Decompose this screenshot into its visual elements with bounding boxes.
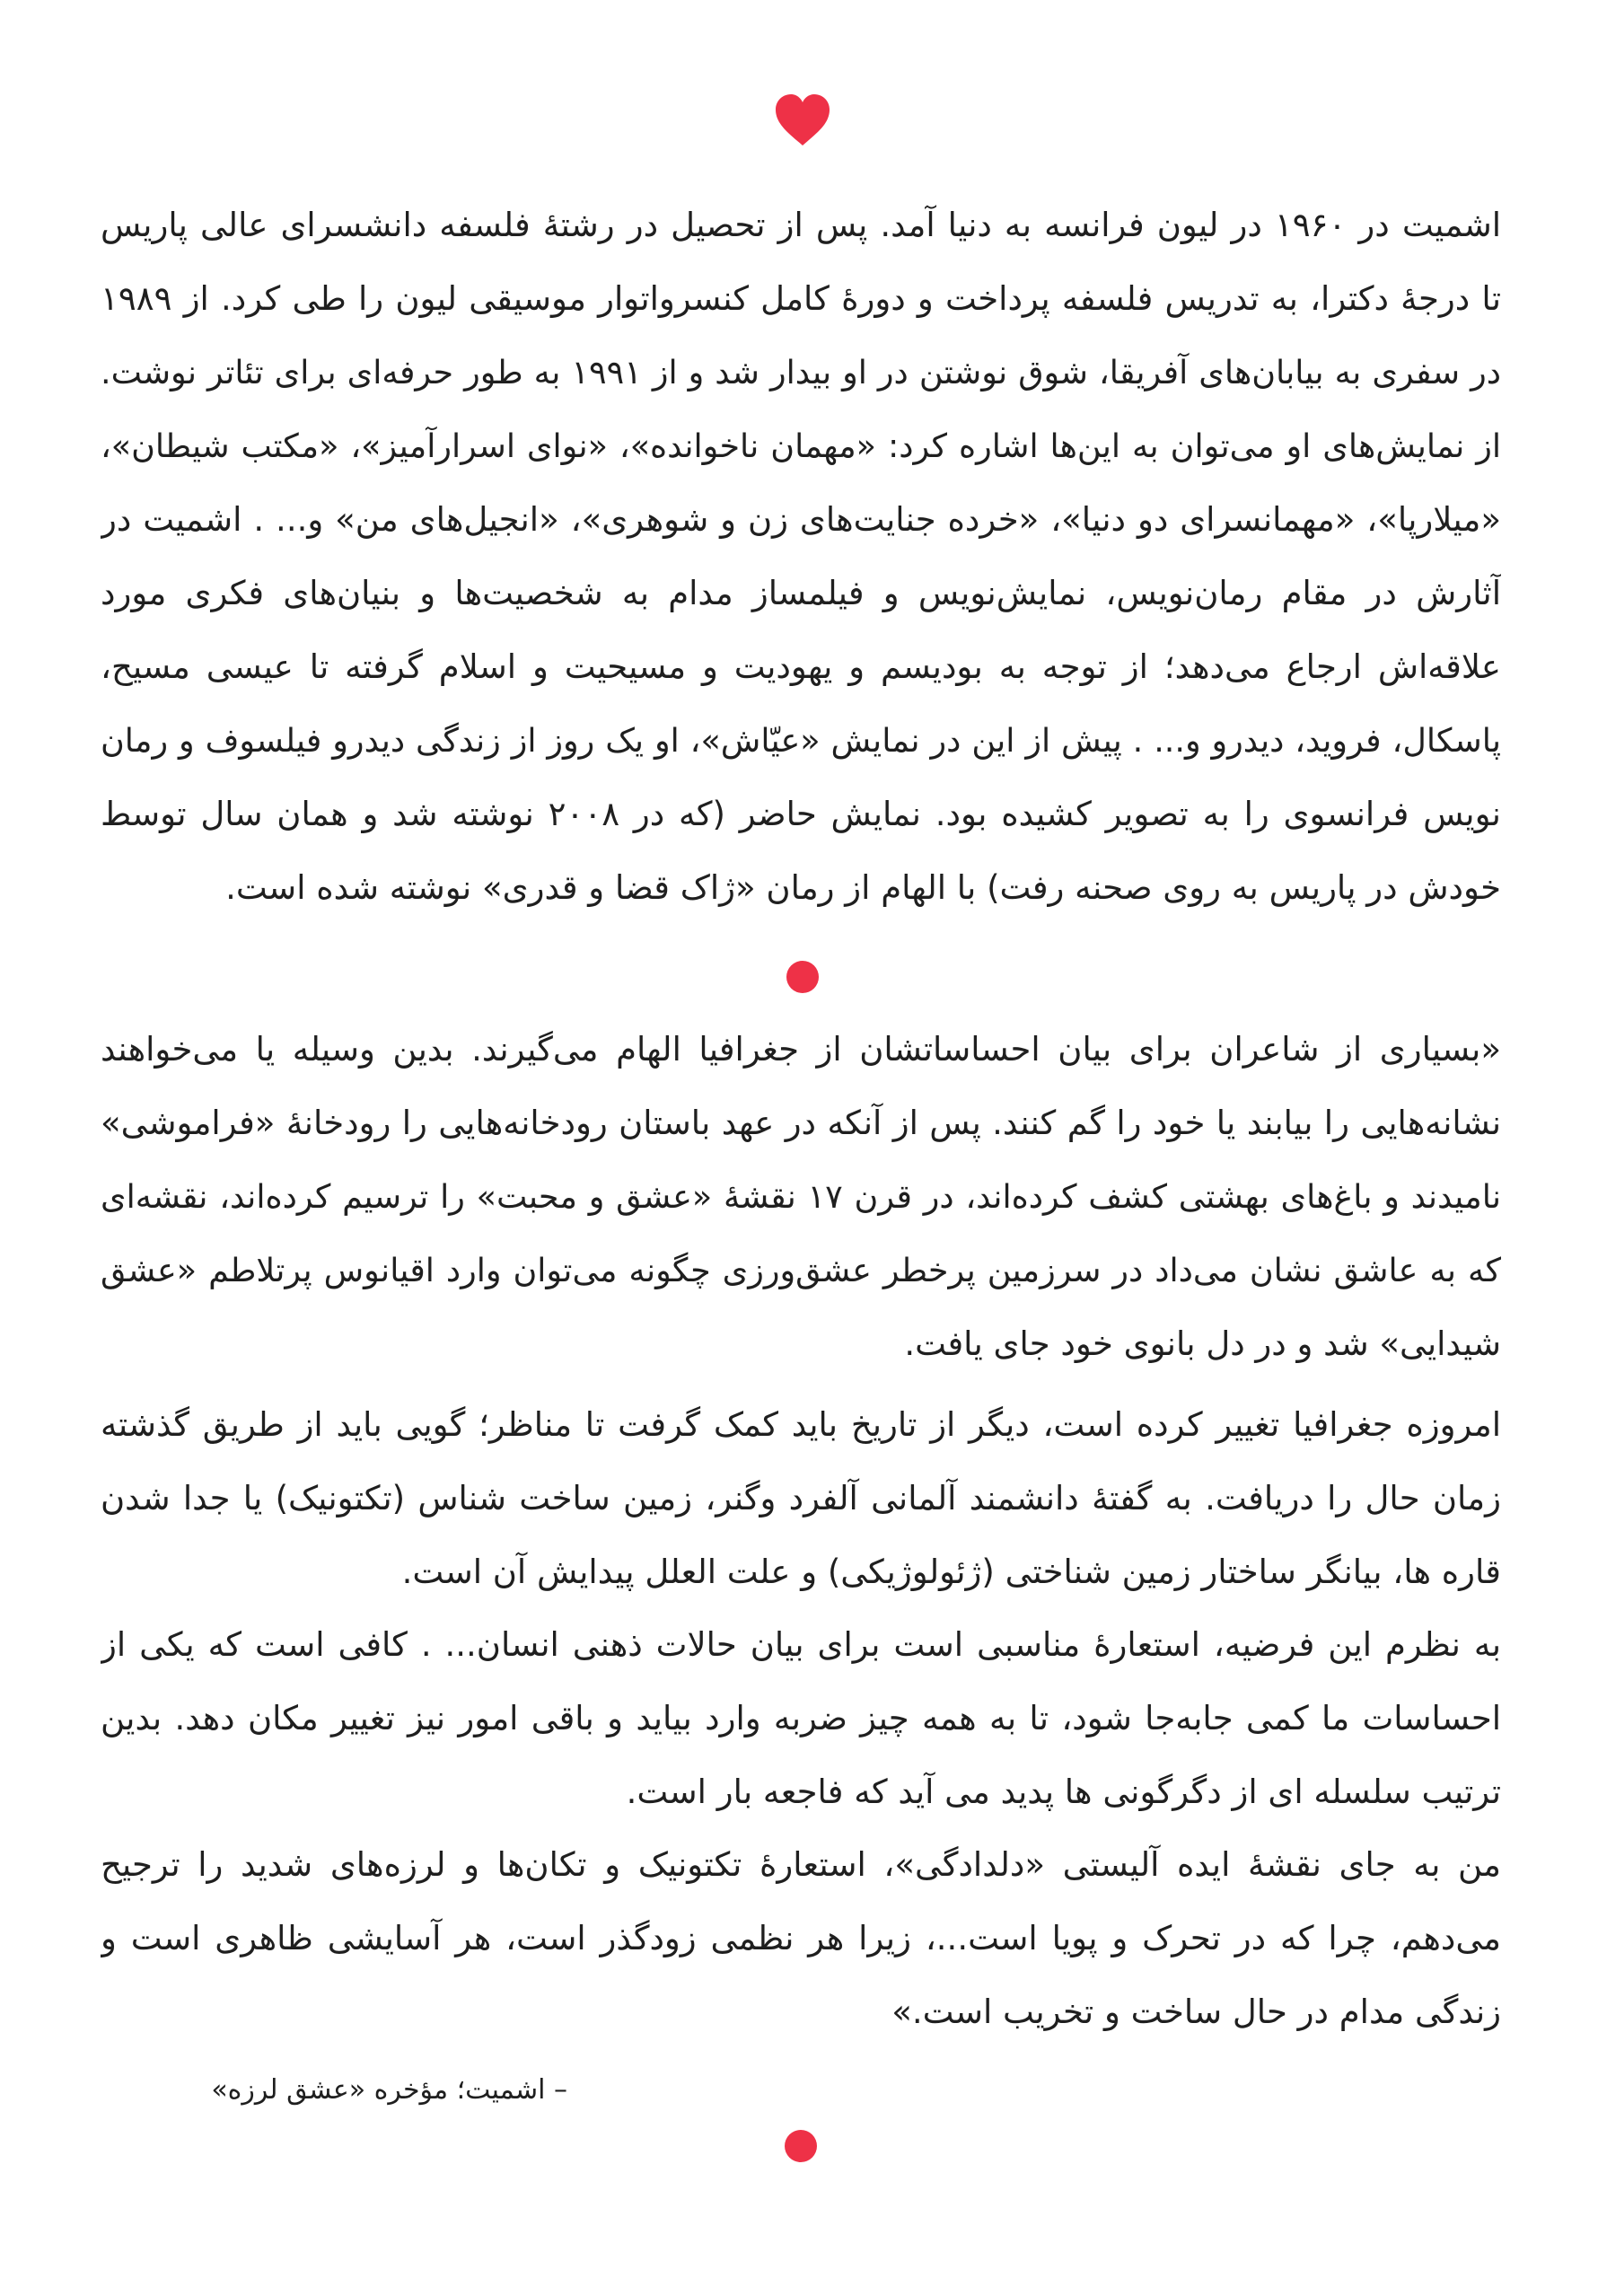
bio-line: از نمایش‌های او می‌توان به این‌ها اشاره کرد: «مهمان ناخوانده»، «نوای اسرارآمیز»، «مکتب شیطان»، (101, 427, 1501, 465)
quote-line: که به عاشق نشان می‌داد در سرزمین پرخطر عشق‌ورزی چگونه می‌توان وارد اقیانوس پرتلاطم «عشق (101, 1251, 1501, 1289)
quote-paragraph-2 (101, 1388, 1501, 1609)
quote-line: نامیدند و باغ‌های بهشتی کشف کرده‌اند، در قرن ۱۷ نقشهٔ «عشق و محبت» را ترسیم کرده‌اند، نقشه‌ای (101, 1177, 1501, 1216)
quote-line: امروزه جغرافیا تغییر کرده است، دیگر از تاریخ باید کمک گرفت تا مناظر؛ گویی باید از طریق گذشته (101, 1405, 1501, 1444)
quote-line: قاره ها، بیانگر ساختار زمین شناختی (ژئولوژیکی) و علت العلل پیدایش آن است. (401, 1553, 1501, 1591)
quote-paragraph-3 (101, 1608, 1501, 1829)
bio-line: پاسکال، فروید، دیدرو و... . پیش از این در نمایش «عیّاش»، او یک روز از زندگی دیدرو فیلسوف و رمان (101, 721, 1501, 760)
bio-line: اشمیت در ۱۹۶۰ در لیون فرانسه به دنیا آمد. پس از تحصیل در رشتهٔ فلسفه دانشسرای عالی پاریس (101, 206, 1501, 244)
quote-line: ترتیب سلسله ای از دگرگونی ها پدید می آید که فاجعه بار است. (626, 1773, 1501, 1811)
quote-paragraph-4 (101, 1828, 1501, 2049)
quote-attribution: – اشمیت؛ مؤخره «عشق لرزه» (211, 2074, 567, 2106)
quote-line: زمان حال را دریافت. به گفتهٔ دانشمند آلمانی آلفرد وگنر، زمین ساخت شناس (تکتونیک) یا جدا شدن (101, 1479, 1501, 1517)
quote-line: به نظرم این فرضیه، استعارهٔ مناسبی است برای بیان حالات ذهنی انسان... . کافی است که یکی از (101, 1625, 1501, 1664)
author-biography (101, 189, 1501, 925)
quote-line: احساسات ما کمی جابه‌جا شود، تا به همه چیز ضربه وارد بیاید و باقی امور نیز تغییر مکان دهد. بدین (101, 1699, 1501, 1737)
section-divider-dot (786, 961, 819, 993)
heart-icon (774, 93, 831, 147)
bio-line: خودش در پاریس به روی صحنه رفت) با الهام از رمان «ژاک قضا و قدری» نوشته شده است. (225, 868, 1501, 907)
section-divider-dot (785, 2130, 817, 2162)
bio-line: آثارش در مقام رمان‌نویس، نمایش‌نویس و فیلمساز مدام به شخصیت‌ها و بنیان‌های فکری مورد (101, 574, 1501, 612)
heart-shape (776, 94, 830, 145)
bio-line: تا درجهٔ دکترا، به تدریس فلسفه پرداخت و دورهٔ کامل کنسرواتوار موسیقی لیون را طی کرد. از ۱۹۸۹ (101, 279, 1501, 318)
quote-line: «بسیاری از شاعران برای بیان احساساتشان از جغرافیا الهام می‌گیرند. بدین وسیله یا می‌خواهند (101, 1030, 1501, 1069)
bio-line: در سفری به بیابان‌های آفریقا، شوق نوشتن در او بیدار شد و از ۱۹۹۱ به طور حرفه‌ای برای تئاتر نوشت. (101, 353, 1501, 391)
quote-paragraph-1 (101, 1013, 1501, 1381)
bio-line: علاقه‌اش ارجاع می‌دهد؛ از توجه به بودیسم و یهودیت و مسیحیت و اسلام گرفته تا عیسی مسیح، (101, 647, 1501, 686)
quote-line: شیدایی» شد و در دل بانوی خود جای یافت. (904, 1324, 1501, 1363)
bio-line: «میلارپا»، «مهمانسرای دو دنیا»، «خرده جنایت‌های زن و شوهری»، «انجیل‌های من» و... . اشمیت در (101, 500, 1501, 539)
bio-line: نویس فرانسوی را به تصویر کشیده بود. نمایش حاضر (که در ۲۰۰۸ نوشته شد و همان سال توسط (101, 795, 1501, 833)
quote-line: می‌دهم، چرا که در تحرک و پویا است...، زیرا هر نظمی زودگذر است، هر آسایشی ظاهری است و (101, 1919, 1501, 1957)
quote-line: من به جای نقشهٔ ایده آلیستی «دلدادگی»، استعارهٔ تکتونیک و تکان‌ها و لرزه‌های شدید را ترجیح (101, 1845, 1501, 1884)
quote-line: زندگی مدام در حال ساخت و تخریب است.» (891, 1993, 1501, 2031)
quote-line: نشانه‌هایی را بیابند یا خود را گم کنند. پس از آنکه در عهد باستان رودخانه‌هایی را رودخانهٔ «فراموشی» (101, 1104, 1501, 1142)
